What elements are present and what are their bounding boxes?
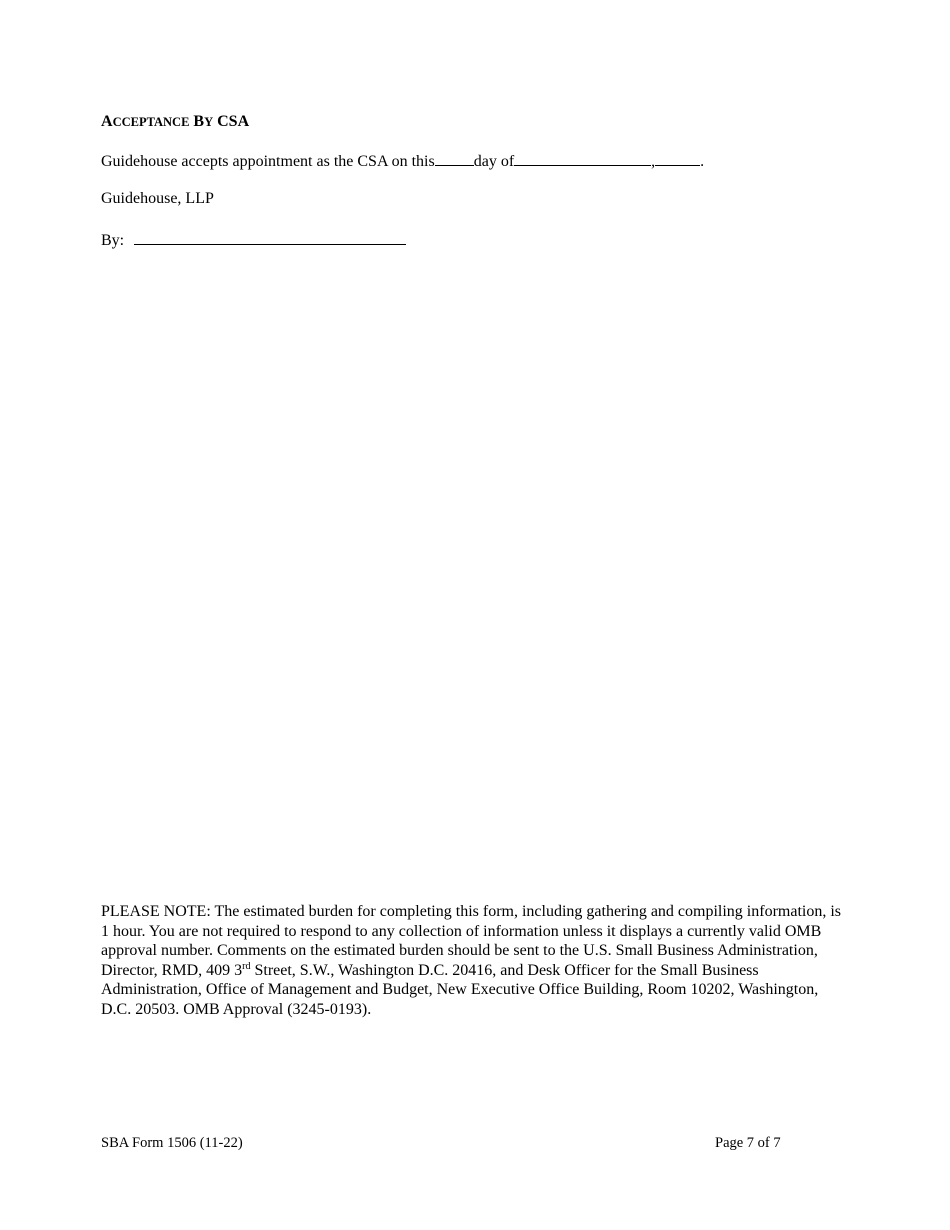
page-number: Page 7 of 7 bbox=[715, 1135, 781, 1151]
acceptance-text: Guidehouse accepts appointment as the CSA on this bbox=[101, 153, 435, 170]
month-blank[interactable] bbox=[514, 150, 651, 166]
comma-text: , bbox=[651, 153, 656, 170]
day-of-text: day of bbox=[473, 153, 515, 170]
signature-blank[interactable] bbox=[134, 229, 406, 245]
heading-csa: CSA bbox=[217, 113, 250, 130]
notice-text-part2: Street, S.W., Washington D.C. 20416, and Desk Officer for the Small Business Administration, Office of Management and Budget, New Executive Office Building, Room 10202, Washington, D.C. 20503. OMB Approval (3245-0193). bbox=[101, 961, 819, 1018]
heading-cap-a: A bbox=[101, 113, 113, 130]
year-blank[interactable] bbox=[655, 150, 700, 166]
period-text: . bbox=[700, 153, 705, 170]
notice-superscript: rd bbox=[242, 960, 251, 972]
section-heading bbox=[101, 112, 249, 132]
heading-cap-b: B bbox=[193, 113, 205, 130]
heading-small-y: Y bbox=[204, 115, 214, 129]
form-identifier: SBA Form 1506 (11-22) bbox=[101, 1135, 243, 1151]
acceptance-statement bbox=[101, 150, 704, 172]
heading-small-cceptance: CCEPTANCE bbox=[112, 115, 190, 129]
notice-text-part1: PLEASE NOTE: The estimated burden for completing this form, including gathering and compiling information, is 1 hour. You are not required to respond to any collection of information unless it displays a currently valid OMB approval number. Comments on the estimated burden should be sent to the U.S. Small Business Administration, Director, RMD, 409 3 bbox=[101, 903, 842, 979]
burden-notice bbox=[101, 902, 849, 1020]
by-label: By: bbox=[101, 232, 125, 249]
company-name: Guidehouse, LLP bbox=[101, 190, 214, 207]
day-blank[interactable] bbox=[435, 150, 474, 166]
signature-line bbox=[101, 229, 406, 251]
